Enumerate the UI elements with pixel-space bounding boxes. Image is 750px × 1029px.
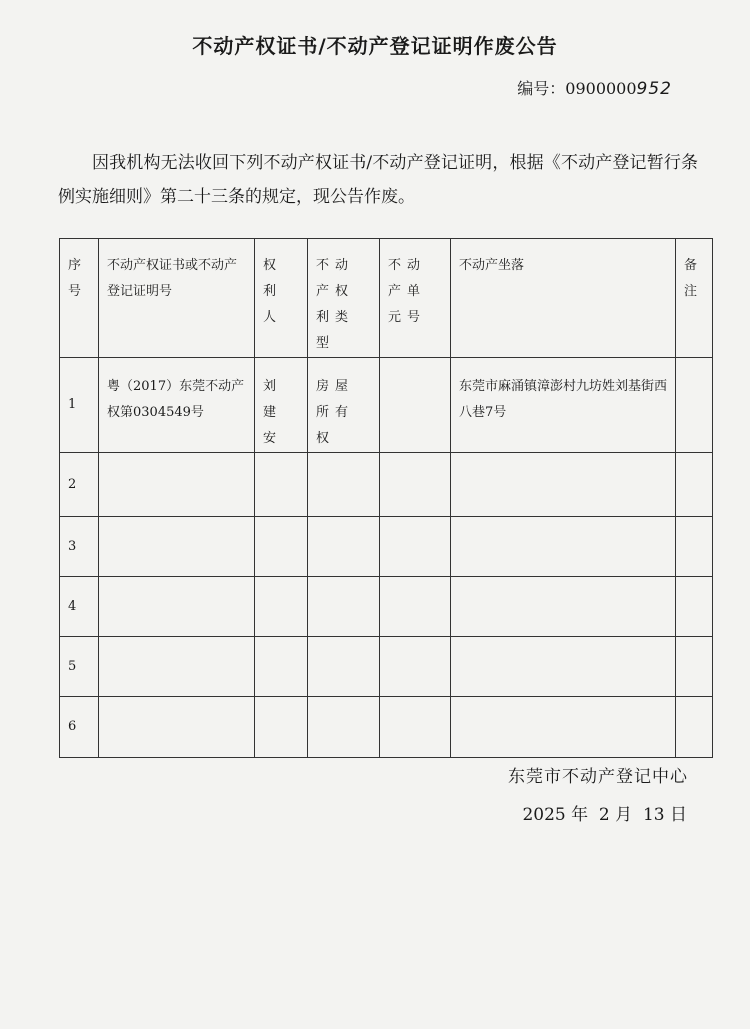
document-number-label: 编号： — [517, 79, 566, 98]
certificate-number-cell — [99, 517, 255, 577]
table-row — [60, 577, 713, 637]
row-index: 1 — [60, 358, 99, 453]
header-unit-number: 不动产单元号 — [380, 239, 451, 358]
issue-date: 2025 年 2 月 13 日 — [522, 805, 687, 825]
location-cell — [451, 577, 676, 637]
unit-number-cell — [380, 453, 451, 517]
right-holder-cell — [255, 577, 308, 637]
table-row — [60, 358, 713, 453]
right-type-cell — [308, 637, 380, 697]
table-row — [60, 453, 713, 517]
right-holder-cell — [255, 637, 308, 697]
remarks-cell — [676, 637, 713, 697]
table-row — [60, 517, 713, 577]
header-certificate-number: 不动产权证书或不动产登记证明号 — [99, 239, 255, 358]
right-type-cell — [308, 517, 380, 577]
void-certificate-table — [59, 238, 713, 758]
page-title: 不动产权证书/不动产登记证明作废公告 — [192, 34, 558, 58]
right-type-cell — [308, 697, 380, 758]
header-right-holder: 权利人 — [255, 239, 308, 358]
header-right-type: 不动产权利类型 — [308, 239, 380, 358]
announcement-body: 因我机构无法收回下列不动产权证书/不动产登记证明，根据《不动产登记暂行条例实施细则》第二十三条的规定，现公告作废。 — [58, 153, 698, 207]
right-holder-cell — [255, 697, 308, 758]
location-cell — [451, 517, 676, 577]
row-index: 6 — [60, 697, 99, 758]
remarks-cell — [676, 577, 713, 637]
row-index: 3 — [60, 517, 99, 577]
remarks-cell — [676, 358, 713, 453]
document-number — [517, 76, 672, 99]
certificate-number-cell — [99, 453, 255, 517]
row-index: 5 — [60, 637, 99, 697]
table-header-row — [60, 239, 713, 358]
document-number-printed: 0900000 — [565, 79, 637, 98]
location-cell — [451, 697, 676, 758]
remarks-cell — [676, 517, 713, 577]
remarks-cell — [676, 453, 713, 517]
unit-number-cell — [380, 577, 451, 637]
certificate-number-cell — [99, 697, 255, 758]
row-index: 2 — [60, 453, 99, 517]
table-row — [60, 697, 713, 758]
certificate-number-cell — [99, 577, 255, 637]
location-cell — [451, 637, 676, 697]
unit-number-cell — [380, 637, 451, 697]
table-row — [60, 637, 713, 697]
certificate-number-cell: 粤（2017）东莞不动产权第0304549号 — [99, 358, 255, 453]
remarks-cell — [676, 697, 713, 758]
unit-number-cell — [380, 358, 451, 453]
right-holder-cell — [255, 453, 308, 517]
header-index: 序号 — [60, 239, 99, 358]
unit-number-cell — [380, 517, 451, 577]
header-location: 不动产坐落 — [451, 239, 676, 358]
right-holder-cell — [255, 517, 308, 577]
right-holder-cell: 刘建安 — [255, 358, 308, 453]
right-type-cell — [308, 577, 380, 637]
unit-number-cell — [380, 697, 451, 758]
right-type-cell — [308, 453, 380, 517]
location-cell: 东莞市麻涌镇漳澎村九坊姓刘基街西八巷7号 — [451, 358, 676, 453]
right-type-cell: 房屋所有权 — [308, 358, 380, 453]
header-remarks: 备注 — [676, 239, 713, 358]
row-index: 4 — [60, 577, 99, 637]
certificate-number-cell — [99, 637, 255, 697]
document-number-handwritten: 952 — [636, 79, 672, 99]
issuing-organization: 东莞市不动产登记中心 — [508, 767, 688, 787]
location-cell — [451, 453, 676, 517]
